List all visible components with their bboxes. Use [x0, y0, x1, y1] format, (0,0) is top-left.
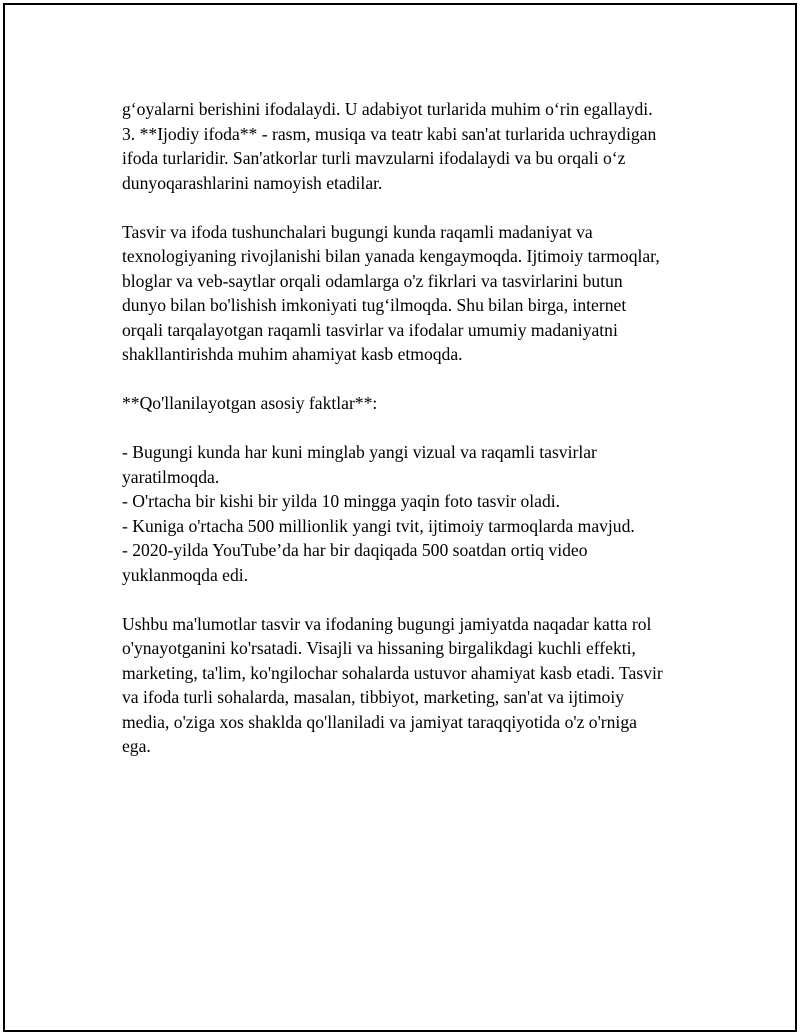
- text-line: g‘oyalarni berishini ifodalaydi. U adabiyot turlarida muhim o‘rin egallaydi.: [122, 99, 653, 119]
- paragraph-xulosa: [122, 612, 692, 759]
- list-item: - Kuniga o'rtacha 500 millionlik yangi tvit, ijtimoiy tarmoqlarda mavjud.: [122, 515, 635, 536]
- text-line: dunyo bilan bo'lishish imkoniyati tug‘ilmoqda. Shu bilan birga, internet: [122, 295, 627, 315]
- document-body: [122, 97, 692, 783]
- text-line: o'ynayotganini ko'rsatadi. Visajli va hissaning birgalikdagi kuchli effekti,: [122, 638, 636, 658]
- text-line: dunyoqarashlarini namoyish etadilar.: [122, 172, 383, 193]
- facts-list: [122, 440, 692, 587]
- paragraph-ifoda-turlari: [122, 97, 692, 195]
- text-line: bloglar va veb-saytlar orqali odamlarga o'z fikrlari va tasvirlarini butun: [122, 270, 623, 291]
- text-line: marketing, ta'lim, ko'ngilochar sohalarda ustuvor ahamiyat kasb etadi. Tasvir: [122, 662, 663, 683]
- text-line: orqali tarqalayotgan raqamli tasvirlar va ifodalar umumiy madaniyatni: [122, 319, 618, 340]
- text-line: ifoda turlaridir. San'atkorlar turli mavzularni ifodalaydi va bu orqali o‘z: [122, 148, 626, 168]
- text-line: va ifoda turli sohalarda, masalan, tibbiyot, marketing, san'at va ijtimoiy: [122, 687, 625, 707]
- list-item: - Bugungi kunda har kuni minglab yangi vizual va raqamli tasvirlar: [122, 442, 597, 462]
- list-item: - O'rtacha bir kishi bir yilda 10 mingga yaqin foto tasvir oladi.: [122, 491, 561, 511]
- list-item: - 2020-yilda YouTube’da har bir daqiqada 500 soatdan ortiq video: [122, 540, 588, 560]
- text-line: 3. **Ijodiy ifoda** - rasm, musiqa va teatr kabi san'at turlarida uchraydigan: [122, 123, 657, 144]
- page-frame: [3, 3, 797, 1032]
- section-heading-faktlar: [122, 391, 692, 416]
- paragraph-raqamli-madaniyat: [122, 220, 692, 367]
- text-line: texnologiyaning rivojlanishi bilan yanada kengaymoqda. Ijtimoiy tarmoqlar,: [122, 246, 660, 266]
- list-item-continuation: yuklanmoqda edi.: [122, 564, 249, 585]
- text-line: Ushbu ma'lumotlar tasvir va ifodaning bugungi jamiyatda naqadar katta rol: [122, 613, 652, 634]
- text-line: ega.: [122, 736, 151, 756]
- list-item-continuation: yaratilmoqda.: [122, 466, 220, 487]
- text-line: media, o'ziga xos shaklda qo'llaniladi va jamiyat taraqqiyotida o'z o'rniga: [122, 711, 637, 732]
- text-line: Tasvir va ifoda tushunchalari bugungi kunda raqamli madaniyat va: [122, 221, 593, 242]
- text-line: **Qo'llanilayotgan asosiy faktlar**:: [122, 393, 378, 413]
- text-line: shakllantirishda muhim ahamiyat kasb etmoqda.: [122, 344, 463, 364]
